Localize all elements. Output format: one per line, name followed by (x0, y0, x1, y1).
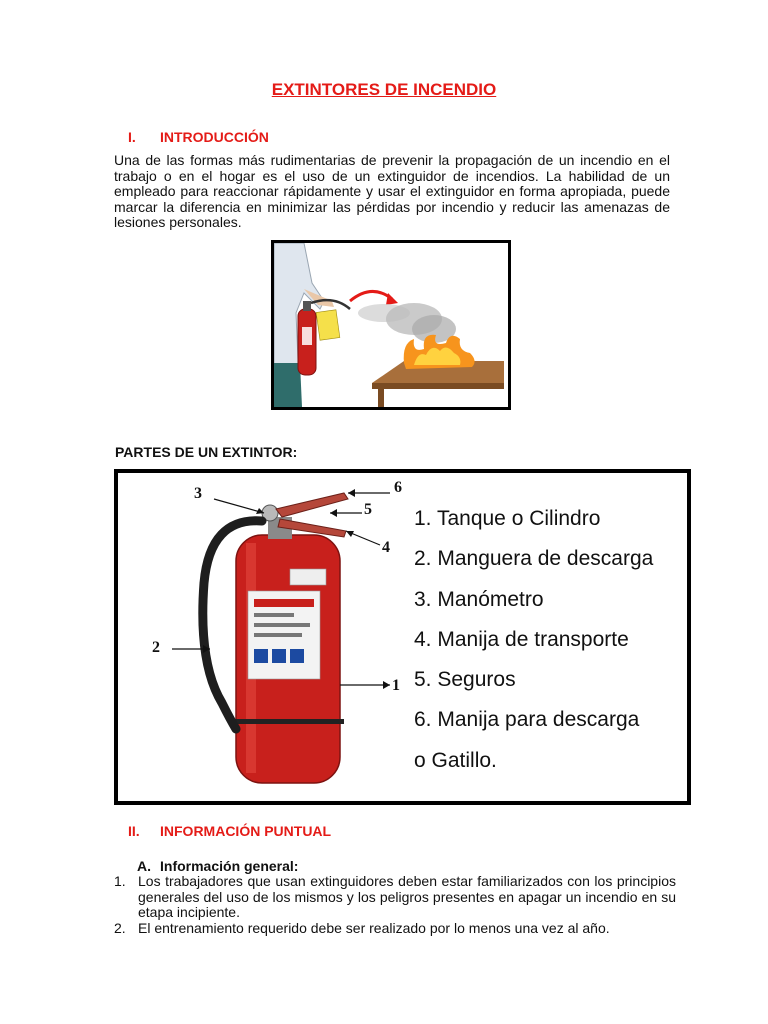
section-1-title: INTRODUCCIÓN (160, 129, 269, 145)
parts-list-item: 2. Manguera de descarga (414, 547, 654, 571)
callout-1: 1 (392, 677, 400, 694)
callout-2: 2 (152, 639, 160, 656)
list-item-text: Los trabajadores que usan extinguidores deben estar familiarizados con los principios generales del uso de los mismos y los peligros presentes en apagar un incendio en su etapa incipiente. (138, 873, 676, 921)
usage-illustration-svg (274, 243, 508, 407)
section-1-number: I. (128, 129, 136, 145)
callout-4: 4 (382, 539, 390, 556)
section-2-title: INFORMACIÓN PUNTUAL (160, 823, 332, 839)
parts-list-item: 3. Manómetro (414, 587, 544, 611)
subsection-title: Información general: (160, 858, 299, 874)
document-title: EXTINTORES DE INCENDIO (271, 80, 497, 99)
parts-list-item: o Gatillo. (414, 748, 497, 772)
list-item (114, 874, 676, 921)
parts-heading: PARTES DE UN EXTINTOR: (115, 444, 298, 460)
parts-list (414, 499, 653, 781)
list-item-number: 1. (114, 873, 126, 889)
list-item-number: 2. (114, 919, 126, 936)
callout-6: 6 (394, 479, 402, 496)
parts-list-item: 4. Manija de transporte (414, 627, 629, 651)
general-info-list (114, 874, 676, 936)
list-item-text: El entrenamiento requerido debe ser realizado por lo menos una vez al año. (138, 919, 610, 936)
parts-list-item: 1. Tanque o Cilindro (414, 507, 601, 530)
extinguisher-usage-illustration (271, 240, 511, 410)
parts-list-item: 6. Manija para descarga (414, 708, 640, 732)
subsection-heading (137, 858, 298, 874)
intro-paragraph: Una de las formas más rudimentarias de prevenir la propagación de un incendio en el trabajo o en el hogar es el uso de un extinguidor de incendios. La habilidad de un empleado para reaccionar rápidamente y usar el extinguidor en forma apropiada, puede marcar la diferencia en minimizar las pérdidas por incendio y reducir las amenazas de lesiones personales. (114, 152, 670, 231)
parts-list-item: 5. Seguros (414, 668, 516, 692)
callout-5: 5 (364, 501, 372, 518)
subsection-letter: A. (137, 858, 151, 874)
list-item (114, 921, 676, 937)
section-2-number: II. (128, 823, 140, 839)
section-2-heading (128, 823, 331, 839)
extinguisher-parts-diagram (114, 469, 691, 805)
section-1-heading (128, 129, 269, 145)
callout-3: 3 (194, 485, 202, 502)
